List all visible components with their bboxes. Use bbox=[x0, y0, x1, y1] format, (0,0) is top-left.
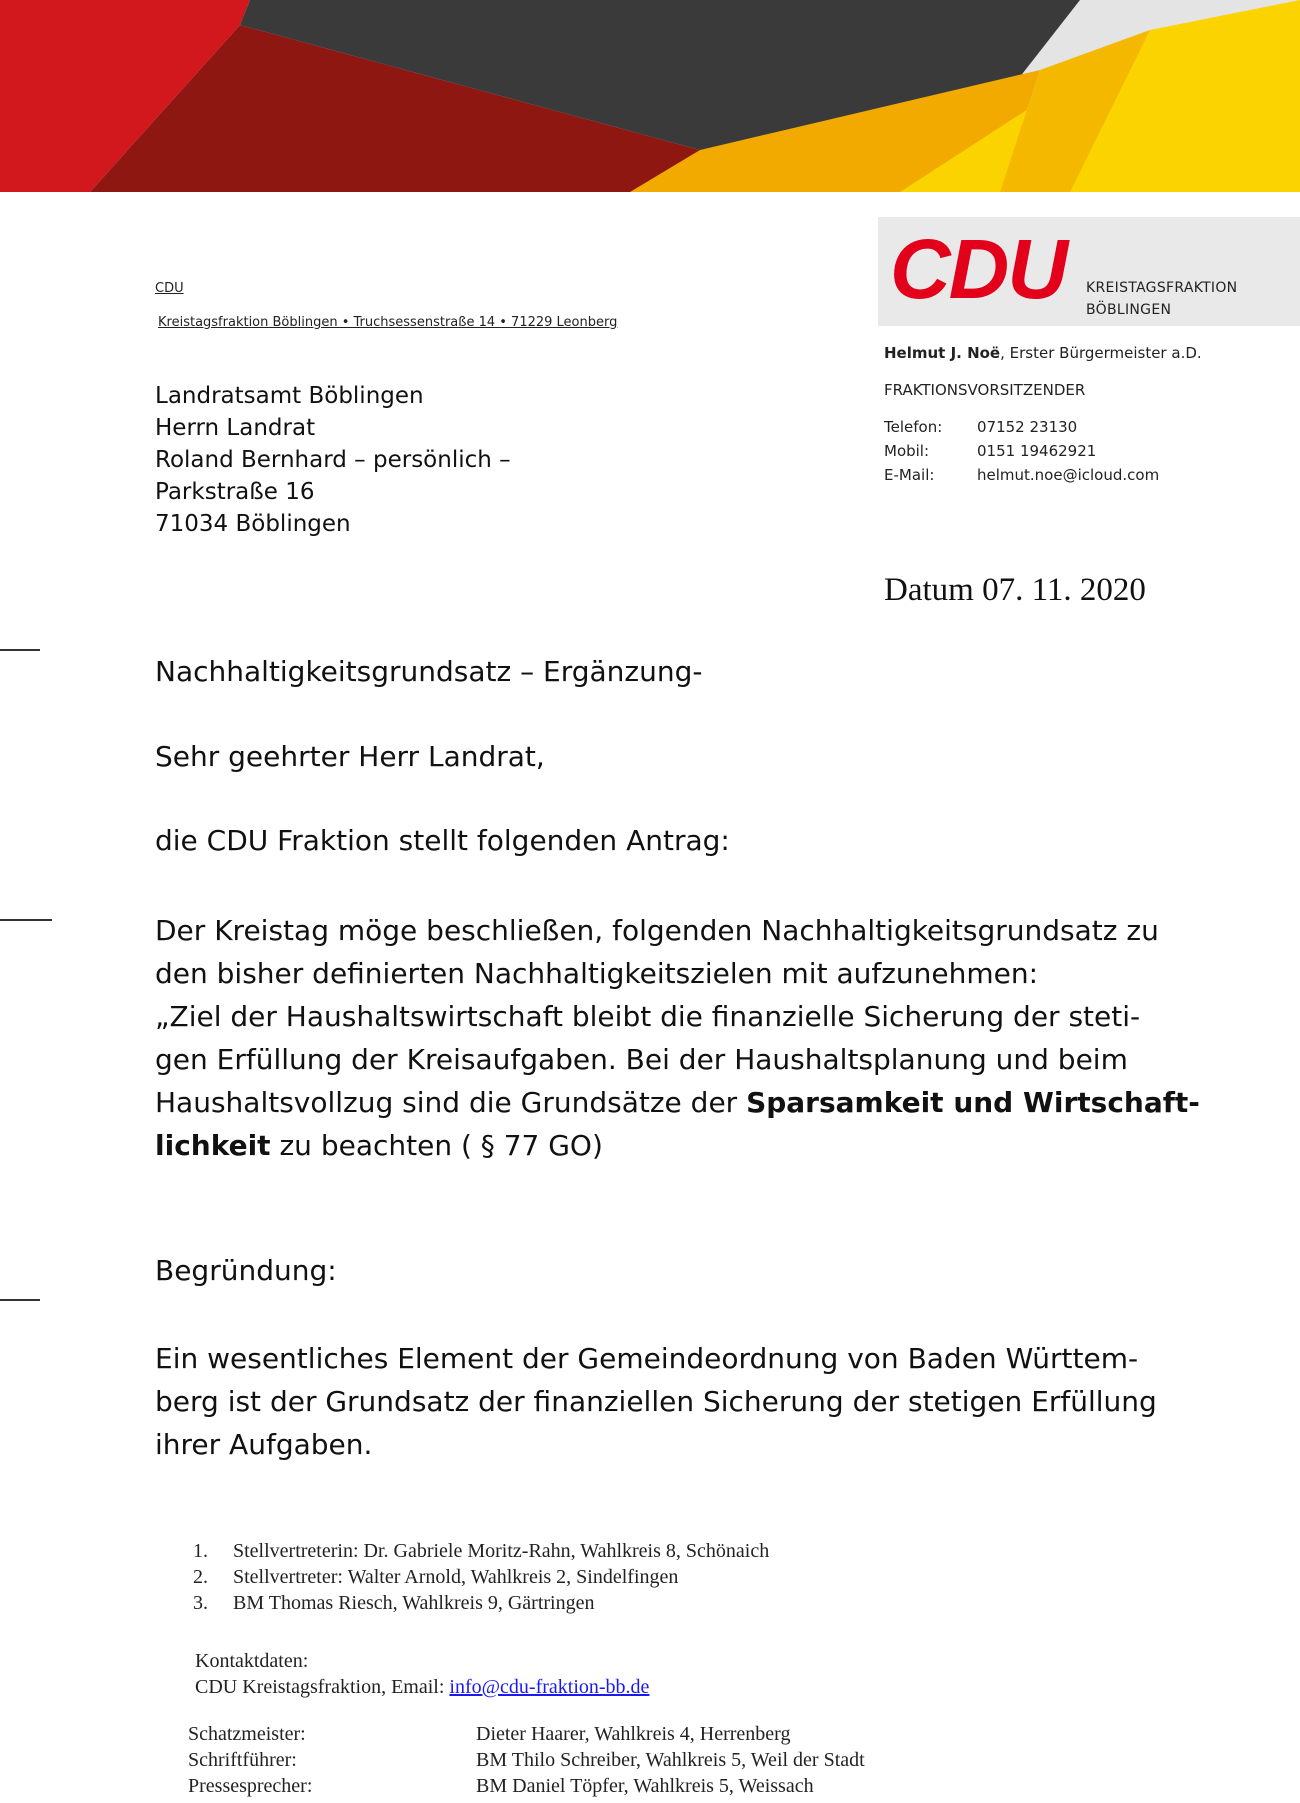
deputy-text: BM Thomas Riesch, Wahlkreis 9, Gärtringen bbox=[233, 1592, 595, 1614]
recipient-line: 71034 Böblingen bbox=[155, 511, 351, 537]
list-number: 1. bbox=[193, 1540, 208, 1562]
deputy-text: Stellvertreterin: Dr. Gabriele Moritz-Rahn, Wahlkreis 8, Schönaich bbox=[233, 1540, 770, 1562]
motion-emphasis: lichkeit bbox=[155, 1129, 271, 1162]
contact-row-email bbox=[884, 466, 1284, 490]
motion-line bbox=[155, 1081, 1200, 1124]
recipient-line: Parkstraße 16 bbox=[155, 479, 315, 505]
sender-address-line: Kreistagsfraktion Böblingen • Truchsessenstraße 14 • 71229 Leonberg bbox=[158, 315, 618, 330]
motion-line: den bisher definierten Nachhaltigkeitszielen mit aufzunehmen: bbox=[155, 957, 1039, 990]
logo-wordmark: CDU bbox=[890, 222, 1066, 316]
reason-paragraph bbox=[155, 1337, 1175, 1466]
logo-subtitle bbox=[1086, 277, 1237, 321]
contact-email-link[interactable]: info@cdu-fraktion-bb.de bbox=[449, 1676, 650, 1698]
mobile-value: 0151 19462921 bbox=[977, 442, 1097, 460]
chairman-line bbox=[884, 344, 1202, 362]
contact-row-mobile bbox=[884, 442, 1284, 466]
motion-line: gen Erfüllung der Kreisaufgaben. Bei der Haushaltsplanung und beim bbox=[155, 1043, 1128, 1076]
mobile-label: Mobil: bbox=[884, 442, 930, 460]
motion-line: „Ziel der Haushaltswirtschaft bleibt die finanzielle Sicherung der steti- bbox=[155, 1000, 1141, 1033]
officer-role: Schatzmeister: bbox=[188, 1723, 306, 1745]
fold-mark bbox=[0, 919, 52, 921]
contact-footer bbox=[195, 1648, 649, 1700]
motion-text: Haushaltsvollzug sind die Grundsätze der bbox=[155, 1086, 747, 1119]
chairman-role: FRAKTIONSVORSITZENDER bbox=[884, 381, 1086, 399]
motion-paragraph bbox=[155, 909, 1200, 1167]
salutation: Sehr geehrter Herr Landrat, bbox=[155, 740, 545, 773]
letter-date: Datum 07. 11. 2020 bbox=[884, 572, 1146, 608]
motion-text: zu beachten ( § 77 GO) bbox=[270, 1129, 603, 1162]
recipient-line: Herrn Landrat bbox=[155, 415, 316, 441]
intro-paragraph: die CDU Fraktion stellt folgenden Antrag: bbox=[155, 824, 730, 857]
officer-person: Dieter Haarer, Wahlkreis 4, Herrenberg bbox=[476, 1723, 791, 1745]
officer-role: Pressesprecher: bbox=[188, 1775, 313, 1797]
contact-row-phone bbox=[884, 418, 1284, 442]
reason-line: Ein wesentliches Element der Gemeindeordnung von Baden Württem- bbox=[155, 1342, 1139, 1375]
reason-line: ihrer Aufgaben. bbox=[155, 1428, 373, 1461]
logo-subtitle-line-1: KREISTAGSFRAKTION bbox=[1086, 280, 1238, 296]
officer-person: BM Daniel Töpfer, Wahlkreis 5, Weissach bbox=[476, 1775, 814, 1797]
reason-line: berg ist der Grundsatz der finanziellen Sicherung der stetigen Erfüllung bbox=[155, 1385, 1157, 1418]
email-label: E-Mail: bbox=[884, 466, 935, 484]
sender-party: CDU bbox=[155, 281, 184, 296]
cdu-logo bbox=[878, 217, 1300, 326]
contact-heading: Kontaktdaten: bbox=[195, 1650, 309, 1672]
logo-subtitle-line-2: BÖBLINGEN bbox=[1086, 302, 1172, 318]
chairman-title: , Erster Bürgermeister a.D. bbox=[1000, 344, 1202, 362]
recipient-line: Roland Bernhard – persönlich – bbox=[155, 447, 511, 473]
deputy-text: Stellvertreter: Walter Arnold, Wahlkreis 2, Sindelfingen bbox=[233, 1566, 679, 1588]
officer-role: Schriftführer: bbox=[188, 1749, 297, 1771]
contact-block bbox=[884, 418, 1284, 498]
chairman-name: Helmut J. Noë bbox=[884, 344, 1001, 362]
recipient-address bbox=[155, 380, 511, 540]
motion-line bbox=[155, 1124, 1175, 1167]
list-number: 2. bbox=[193, 1566, 208, 1588]
email-value: helmut.noe@icloud.com bbox=[977, 466, 1160, 484]
reason-heading: Begründung: bbox=[155, 1254, 337, 1287]
list-number: 3. bbox=[193, 1592, 208, 1614]
contact-text: CDU Kreistagsfraktion, Email: bbox=[195, 1676, 450, 1698]
recipient-line: Landratsamt Böblingen bbox=[155, 383, 424, 409]
letter-subject: Nachhaltigkeitsgrundsatz – Ergänzung- bbox=[155, 655, 703, 688]
fold-mark bbox=[0, 649, 40, 651]
contact-line bbox=[195, 1674, 649, 1700]
header-banner bbox=[0, 0, 1300, 192]
phone-label: Telefon: bbox=[884, 418, 943, 436]
motion-line: Der Kreistag möge beschließen, folgenden Nachhaltigkeitsgrundsatz zu bbox=[155, 914, 1159, 947]
officer-person: BM Thilo Schreiber, Wahlkreis 5, Weil der Stadt bbox=[476, 1749, 865, 1771]
phone-value: 07152 23130 bbox=[977, 418, 1078, 436]
fold-mark bbox=[0, 1299, 40, 1301]
motion-emphasis: Sparsamkeit und Wirtschaft- bbox=[746, 1086, 1200, 1119]
